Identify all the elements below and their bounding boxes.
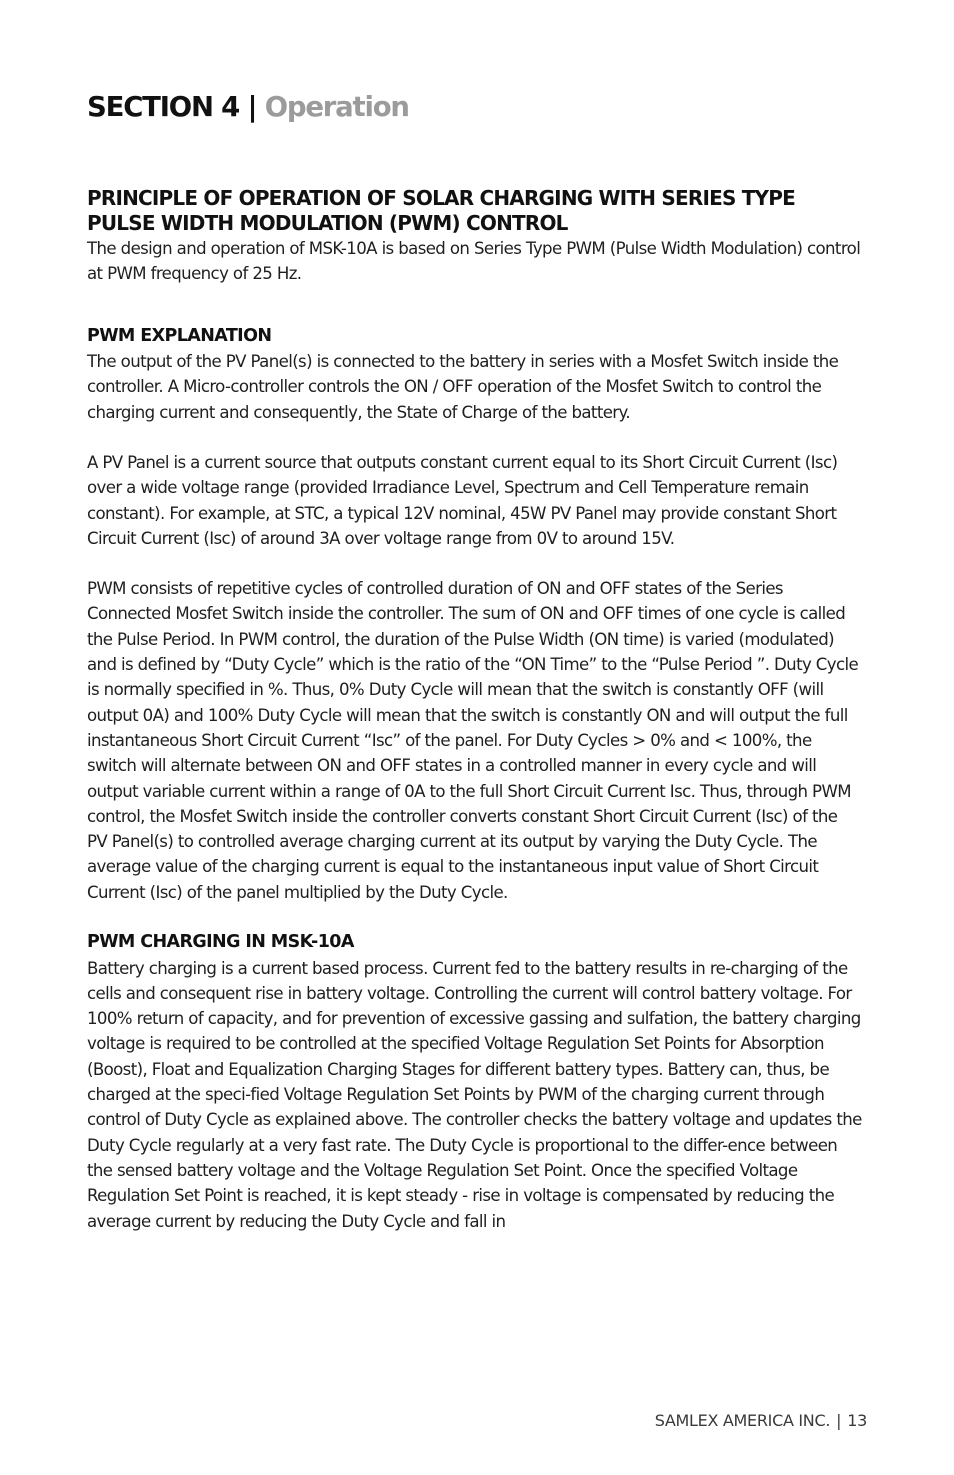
footer-company: SAMLEX AMERICA INC. [654, 1411, 831, 1430]
section-name: Operation [264, 91, 409, 123]
page-footer [655, 1411, 867, 1430]
spacer [87, 551, 862, 576]
spacer [87, 905, 862, 930]
spacer [87, 287, 862, 324]
section-number: SECTION 4 [87, 91, 240, 123]
pwm-charging-paragraph-1: Battery charging is a current based process. Current fed to the battery results in re-charging of the cells and consequent rise in battery voltage. Controlling the current will control battery voltage. For 100% return of capacity, and for prevention of excessive gassing and sulfation, the battery charging voltage is required to be controlled at the specified Voltage Regulation Set Points for Absorption (Boost), Float and Equalization Charging Stages for different battery types. Battery can, thus, be charged at the speci-fied Voltage Regulation Set Points by PWM of the charging current through control of Duty Cycle as explained above. The controller checks the battery voltage and updates the Duty Cycle regularly at a very fast rate. The Duty Cycle is proportional to the differ-ence between the sensed battery voltage and the Voltage Regulation Set Point. Once the specified Voltage Regulation Set Point is reached, it is kept steady - rise in voltage is compensated by reducing the average current by reducing the Duty Cycle and fall in [87, 958, 862, 1231]
pwm-explanation-paragraph-2: A PV Panel is a current source that outputs constant current equal to its Short Circuit Current (Isc) over a wide voltage range (provided Irradiance Level, Spectrum and Cell Temperature remain constant). For example, at STC, a typical 12V nominal, 45W PV Panel may provide constant Short Circuit Current (Isc) of around 3A over voltage range from 0V to around 15V. [87, 452, 838, 548]
section-title [87, 90, 862, 124]
pwm-explanation-heading: PWM EXPLANATION [87, 325, 272, 346]
pwm-explanation-paragraph-1: The output of the PV Panel(s) is connected to the battery in series with a Mosfet Switch inside the controller. A Micro-controller controls the ON / OFF operation of the Mosfet Switch to control the charging current and consequently, the State of Charge of the battery. [87, 352, 839, 422]
intro-paragraph: The design and operation of MSK-10A is based on Series Type PWM (Pulse Width Modulation) control at PWM frequency of 25 Hz. [87, 239, 861, 284]
footer-separator: | [836, 1411, 842, 1430]
pwm-charging-heading: PWM CHARGING IN MSK-10A [87, 932, 354, 953]
page-number: 13 [847, 1411, 867, 1430]
pwm-explanation-paragraph-3: PWM consists of repetitive cycles of controlled duration of ON and OFF states of the Series Connected Mosfet Switch inside the controller. The sum of ON and OFF times of one cycle is called the Pulse Period. In PWM control, the duration of the Pulse Width (ON time) is varied (modulated) and is defined by “Duty Cycle” which is the ratio of the “ON Time” to the “Pulse Period ”. Duty Cycle is normally specified in %. Thus, 0% Duty Cycle will mean that the switch is constantly OFF (will output 0A) and 100% Duty Cycle will mean that the switch is constantly ON and will output the full instantaneous Short Circuit Current “Isc” of the panel. For Duty Cycles > 0% and < 100%, the switch will alternate between ON and OFF states in a controlled manner in every cycle and will output variable current within a range of 0A to the full Short Circuit Current Isc. Thus, through PWM control, the Mosfet Switch inside the controller converts constant Short Circuit Current (Isc) of the PV Panel(s) to controlled average charging current at its output by varying the Duty Cycle. The average value of the charging current is equal to the instantaneous input value of Short Circuit Current (Isc) of the panel multiplied by the Duty Cycle. [87, 579, 859, 902]
section-separator: | [247, 91, 257, 123]
spacer [87, 425, 862, 450]
main-heading: PRINCIPLE OF OPERATION OF SOLAR CHARGING WITH SERIES TYPE PULSE WIDTH MODULATION (PWM) CONTROL [87, 186, 795, 235]
